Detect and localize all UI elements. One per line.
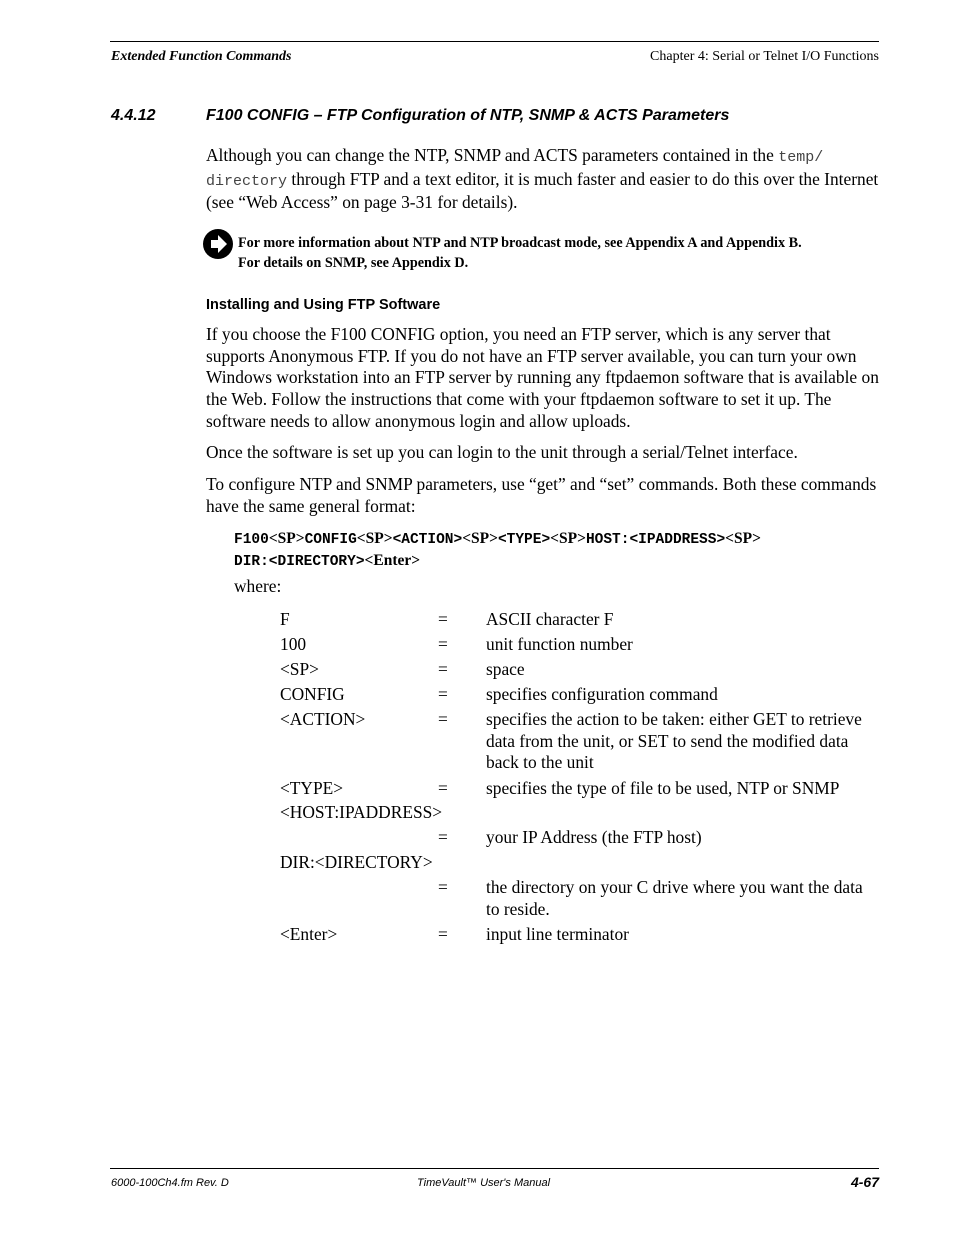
header-rule — [110, 41, 879, 42]
command-syntax — [234, 529, 874, 572]
cmd-seg: DIR:<DIRECTORY> — [234, 553, 365, 570]
intro-text-start: Although you can change the NTP, SNMP and ACTS parameters contained in the — [206, 145, 779, 165]
cmd-seg: <SP> — [268, 530, 305, 547]
cmd-seg: <Enter> — [364, 551, 421, 569]
definition-term: <SP> — [280, 659, 319, 679]
intro-code-directory: directory — [206, 172, 288, 190]
cmd-seg: <SP> — [725, 530, 761, 547]
intro-text-end: through FTP and a text editor, it is much faster and easier to do this over the Internet (see “Web Access” on page 3-31 for details). — [206, 168, 879, 213]
footer-rule — [110, 1168, 879, 1169]
page-number: 4-67 — [850, 1174, 879, 1190]
cmd-seg: HOST:<IPADDRESS> — [585, 532, 726, 548]
cmd-seg: <SP> — [462, 530, 498, 547]
definition-desc: unit function number — [486, 634, 633, 654]
footer-manual-title: TimeVault™ User's Manual — [417, 1177, 551, 1189]
intro-code-temp: temp/ — [778, 149, 824, 166]
definition-equals: = — [438, 609, 448, 629]
definition-equals: = — [438, 778, 448, 798]
format-paragraph: To configure NTP and SNMP parameters, use “get” and “set” commands. Both these commands have the same general format: — [206, 474, 877, 516]
definition-desc: specifies configuration command — [486, 684, 718, 704]
definition-term: CONFIG — [280, 684, 345, 704]
cmd-seg: CONFIG — [304, 532, 357, 548]
cmd-seg: <TYPE> — [497, 532, 551, 548]
definition-equals: = — [438, 924, 448, 944]
intro-paragraph — [206, 145, 882, 214]
definition-desc: your IP Address (the FTP host) — [486, 827, 702, 847]
cmd-seg: <SP> — [550, 530, 586, 547]
definition-equals: = — [438, 877, 448, 897]
definition-equals: = — [438, 634, 448, 654]
arrow-right-icon — [203, 229, 233, 259]
ftp-paragraph: If you choose the F100 CONFIG option, you need an FTP server, which is any server that supports Anonymous FTP. If you do not have an FTP server available, you can turn your own Windows workstation into an FTP server by running any ftpdaemon software that is available on the Web. Follow the instructions that come with your ftpdaemon software to set it up. The software needs to allow anonymous login and allow uploads. — [206, 324, 879, 431]
cmd-seg: F100 — [234, 532, 269, 548]
footer-filename: 6000-100Ch4.fm Rev. D — [111, 1177, 229, 1189]
subheading: Installing and Using FTP Software — [206, 297, 441, 313]
where-label: where: — [234, 576, 282, 596]
definition-equals: = — [438, 684, 448, 704]
definition-term: F — [280, 609, 290, 629]
header-chapter-title: Chapter 4: Serial or Telnet I/O Functions — [650, 49, 879, 64]
definition-term: <HOST:IPADDRESS> — [280, 802, 443, 822]
definition-desc: specifies the type of file to be used, NTP or SNMP — [486, 778, 840, 798]
cmd-seg: <SP> — [356, 530, 393, 547]
definition-desc: space — [486, 659, 525, 679]
definition-term: <TYPE> — [280, 778, 344, 798]
note-line-1: For more information about NTP and NTP broadcast mode, see Appendix A and Appendix B. — [238, 235, 802, 251]
definition-equals: = — [438, 709, 448, 729]
definition-equals: = — [438, 659, 448, 679]
header-section-title: Extended Function Commands — [111, 49, 292, 64]
definition-term: 100 — [280, 634, 307, 654]
definition-desc: the directory on your C drive where you want the data to reside. — [486, 877, 863, 919]
section-number: 4.4.12 — [111, 107, 156, 124]
definition-desc: specifies the action to be taken: either GET to retrieve data from the unit, or SET to send the modified data back to the unit — [486, 709, 862, 773]
login-paragraph: Once the software is set up you can login to the unit through a serial/Telnet interface. — [206, 442, 798, 462]
definition-term: DIR:<DIRECTORY> — [280, 852, 433, 872]
note-text — [238, 233, 878, 273]
definition-desc: ASCII character F — [486, 609, 614, 629]
cmd-seg: <ACTION> — [392, 532, 463, 548]
note-line-2: For details on SNMP, see Appendix D. — [238, 255, 469, 271]
definition-equals: = — [438, 827, 448, 847]
definition-desc: input line terminator — [486, 924, 629, 944]
definition-term: <ACTION> — [280, 709, 366, 729]
definition-term: <Enter> — [280, 924, 338, 944]
section-title: F100 CONFIG – FTP Configuration of NTP, SNMP & ACTS Parameters — [206, 107, 730, 124]
